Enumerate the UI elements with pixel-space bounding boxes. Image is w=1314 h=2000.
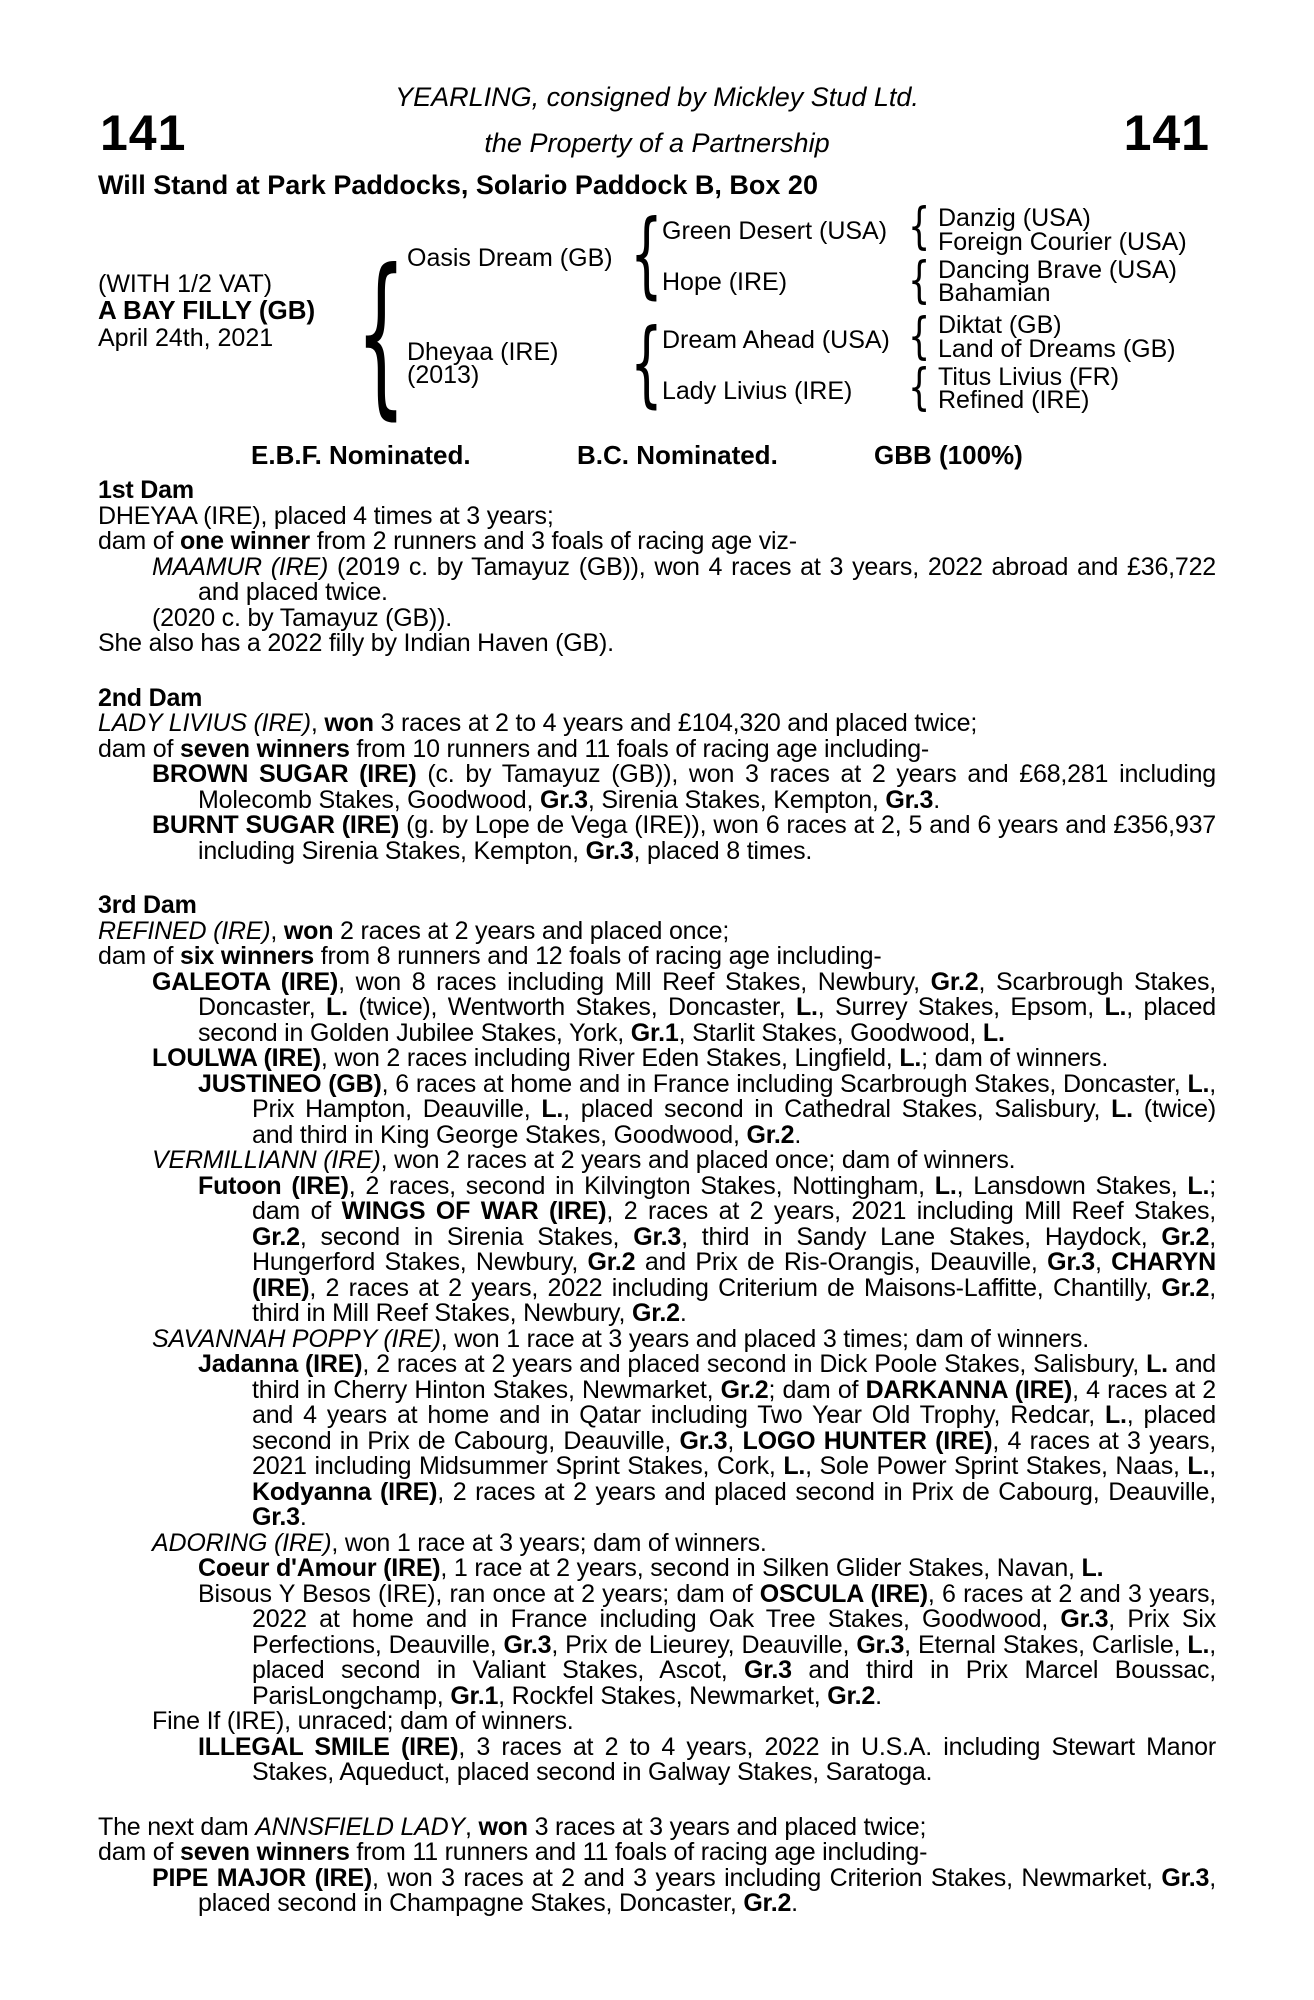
text-segment: Gr.3	[585, 836, 634, 865]
text-segment: , placed second in Cathedral Stakes, Salisbury,	[563, 1095, 1112, 1123]
text-segment: , 1 race at 2 years, second in Silken Glider Stakes, Navan,	[440, 1554, 1082, 1582]
text-segment: , Prix Hampton, Deauville,	[252, 1069, 1217, 1123]
text-segment: , Sole Power Sprint Stakes, Naas,	[805, 1452, 1188, 1480]
text-segment: Gr.3	[1161, 1863, 1210, 1892]
text-segment: , 2 races at 2 years and placed second in Prix de Cabourg, Deauville,	[437, 1477, 1216, 1506]
pedigree-paragraph	[198, 1069, 1217, 1149]
text-segment: BROWN SUGAR (IRE)	[152, 760, 417, 788]
brace-icon: {	[630, 200, 663, 309]
dam-year: (2013)	[407, 361, 480, 389]
text-segment: Gr.3	[744, 1656, 792, 1684]
vat-note: (WITH 1/2 VAT)	[98, 270, 273, 298]
text-segment: , placed second in Valiant Stakes, Ascot,	[252, 1630, 1216, 1684]
consignor-line: YEARLING, consigned by Mickley Stud Ltd.	[395, 82, 919, 112]
pedigree-paragraph	[98, 501, 1216, 530]
stand-location-line: Will Stand at Park Paddocks, Solario Paddock B, Box 20	[98, 170, 818, 200]
bc-nomination: B.C. Nominated.	[577, 440, 778, 470]
ancestor-name: Diktat (GB)	[938, 311, 1062, 339]
text-segment: 3 races at 2 to 4 years and £104,320 and placed twice;	[373, 709, 978, 737]
text-segment: ,	[1209, 1452, 1216, 1480]
text-segment: LADY LIVIUS (IRE)	[98, 709, 311, 737]
text-segment: The next dam	[98, 1812, 256, 1841]
pedigree-paragraph	[198, 1732, 1216, 1786]
pedigree-paragraph	[152, 967, 1216, 1047]
text-segment: and third in Cherry Hinton Stakes, Newmarket,	[252, 1350, 1217, 1404]
text-segment: ,	[270, 916, 284, 945]
text-segment: Fine If (IRE), unraced; dam of winners.	[152, 1707, 574, 1735]
text-segment: Gr.3	[1060, 1605, 1109, 1633]
text-segment: 3 races at 3 years and placed twice;	[527, 1812, 927, 1841]
text-segment: ,	[310, 709, 325, 737]
text-segment: Gr.2	[827, 1681, 876, 1710]
text-segment: She also has a 2022 filly by Indian Haven (GB).	[98, 629, 614, 657]
text-segment: , 4 races at 3 years, 2021 including Midsummer Sprint Stakes, Cork,	[252, 1426, 1217, 1480]
text-segment: (twice) and third in King George Stakes, Goodwood,	[252, 1095, 1216, 1149]
brace-icon: {	[630, 309, 663, 418]
text-segment: BURNT SUGAR (IRE)	[152, 811, 400, 839]
pedigree-paragraph	[98, 1840, 1216, 1866]
text-segment: , third in Sandy Lane Stakes, Haydock,	[681, 1222, 1162, 1251]
text-segment: dam of	[98, 942, 180, 970]
text-segment: L.	[899, 1044, 922, 1072]
pedigree-paragraph	[152, 1863, 1216, 1917]
text-segment: Gr.2	[743, 1889, 792, 1917]
pedigree-section	[98, 683, 1216, 865]
text-segment: , Lansdown Stakes,	[956, 1171, 1188, 1200]
text-segment: Bisous Y Besos (IRE), ran once at 2 years; dam of	[198, 1579, 760, 1608]
text-segment: .	[933, 785, 940, 814]
text-segment: ,	[1094, 1248, 1112, 1276]
text-segment: from 10 runners and 11 foals of racing age including-	[349, 734, 930, 763]
sire-name: Oasis Dream (GB)	[407, 244, 613, 272]
text-segment: Jadanna (IRE)	[198, 1350, 363, 1378]
text-segment: OSCULA (IRE)	[759, 1579, 928, 1608]
pedigree-section	[98, 893, 1216, 1786]
text-segment: Gr.2	[631, 1299, 680, 1327]
pedigree-paragraph	[98, 1812, 1216, 1841]
ancestor-name: Titus Livius (FR)	[938, 363, 1120, 391]
text-segment: ,	[464, 1812, 479, 1841]
text-segment: L.	[795, 993, 818, 1021]
text-segment: L.	[1187, 1069, 1210, 1098]
text-segment: L.	[934, 1171, 957, 1200]
text-segment: , 6 races at home and in France including Scarbrough Stakes, Doncaster,	[381, 1069, 1188, 1098]
text-segment: LOULWA (IRE)	[152, 1044, 321, 1072]
text-segment: , 2 races at 2 years and placed second in Dick Poole Stakes, Salisbury,	[362, 1350, 1147, 1378]
text-segment: dam of	[98, 527, 180, 555]
ancestor-name: Bahamian	[938, 279, 1051, 307]
pedigree-paragraph	[98, 711, 1216, 737]
text-segment: PIPE MAJOR (IRE)	[152, 1863, 372, 1892]
pedigree-paragraph	[152, 1044, 1216, 1072]
text-segment: Gr.1	[630, 1018, 679, 1047]
pedigree-paragraph	[152, 1707, 1216, 1735]
text-segment: DHEYAA (IRE), placed 4 times at 3 years;	[98, 501, 554, 530]
dam-sire: Dream Ahead (USA)	[662, 326, 890, 354]
text-segment: Gr.3	[633, 1222, 682, 1251]
text-segment: L.	[1187, 1171, 1210, 1200]
text-segment: ; dam of	[252, 1171, 1216, 1225]
text-segment: , second in Sirenia Stakes,	[299, 1222, 634, 1251]
text-segment: .	[794, 1120, 802, 1149]
text-segment: , 4 races at 2 and 4 years at home and in Qatar including Two Year Old Trophy, Redcar,	[252, 1375, 1216, 1429]
text-segment: Gr.3	[252, 1503, 300, 1531]
text-segment: , won 2 races including River Eden Stakes, Lingfield,	[320, 1044, 900, 1072]
text-segment: , Hungerford Stakes, Newbury,	[252, 1222, 1217, 1276]
text-segment: GALEOTA (IRE)	[152, 967, 339, 996]
text-segment: L.	[1111, 1095, 1133, 1123]
text-segment: seven winners	[179, 734, 350, 763]
pedigree-paragraph	[98, 529, 1216, 555]
text-segment: , placed 8 times.	[633, 836, 813, 865]
ebf-nomination: E.B.F. Nominated.	[251, 440, 471, 470]
pedigree-paragraph	[152, 552, 1217, 606]
pedigree-paragraph	[198, 1579, 1216, 1710]
text-segment: won	[324, 709, 374, 737]
text-segment: , placed second in Prix de Cabourg, Deauville,	[252, 1401, 1216, 1455]
text-segment: dam of	[98, 1838, 180, 1866]
text-segment: from 8 runners and 12 foals of racing age including-	[313, 942, 882, 970]
text-segment: L.	[1104, 1401, 1127, 1429]
pedigree-paragraph	[152, 1146, 1216, 1174]
text-segment: ILLEGAL SMILE (IRE)	[198, 1732, 459, 1761]
property-line: the Property of a Partnership	[484, 128, 830, 158]
text-segment: .	[679, 1299, 687, 1327]
text-segment: , won 2 races at 2 years and placed once; dam of winners.	[380, 1146, 1016, 1174]
pedigree-paragraph	[98, 944, 1216, 970]
text-segment: (2020 c. by Tamayuz (GB)).	[152, 603, 453, 632]
text-segment: ANNSFIELD LADY	[255, 1812, 465, 1841]
text-segment: , Prix de Lieurey, Deauville,	[551, 1630, 857, 1659]
text-segment: Kodyanna (IRE)	[252, 1477, 438, 1506]
pedigree-paragraph	[152, 1528, 1216, 1557]
text-segment: Futoon (IRE)	[198, 1171, 349, 1200]
pedigree-paragraph	[152, 1324, 1216, 1353]
catalogue-body	[98, 478, 1216, 1917]
text-segment: Gr.2	[252, 1222, 300, 1251]
text-segment: , won 8 races including Mill Reef Stakes, Newbury,	[338, 967, 931, 996]
gbb-nomination: GBB (100%)	[874, 440, 1023, 470]
text-segment: ADORING (IRE)	[152, 1528, 332, 1557]
text-segment: L.	[1146, 1350, 1168, 1378]
pedigree-section	[98, 478, 1216, 657]
text-segment: (2019 c. by Tamayuz (GB)), won 4 races at 3 years, 2022 abroad and £36,722 and placed twice.	[198, 552, 1217, 606]
text-segment: , Prix Six Perfections, Deauville,	[252, 1605, 1216, 1659]
lot-number-right: 141	[1123, 105, 1210, 161]
text-segment: (twice), Wentworth Stakes, Doncaster,	[347, 993, 796, 1021]
ancestor-name: Danzig (USA)	[938, 204, 1091, 232]
text-segment: , 3 races at 2 to 4 years, 2022 in U.S.A. including Stewart Manor Stakes, Aqueduct, placed second in Galway Stakes, Saratoga.	[252, 1732, 1216, 1786]
text-segment: REFINED (IRE)	[98, 916, 271, 945]
pedigree-paragraph	[98, 631, 1216, 657]
text-segment: Gr.3	[885, 785, 934, 814]
text-segment: .	[299, 1503, 307, 1531]
text-segment: VERMILLIANN (IRE)	[152, 1146, 381, 1174]
pedigree-paragraph	[98, 734, 1216, 763]
text-segment: Gr.1	[450, 1681, 499, 1710]
text-segment: , 2 races at 2 years, 2021 including Mill Reef Stakes,	[606, 1197, 1216, 1225]
brace-icon: {	[908, 358, 931, 416]
pedigree-paragraph	[198, 1171, 1217, 1327]
text-segment: MAAMUR (IRE)	[152, 552, 329, 581]
lot-number-left: 141	[100, 105, 187, 161]
sire-dam: Hope (IRE)	[662, 268, 788, 296]
text-segment: , Rockfel Stakes, Newmarket,	[498, 1681, 828, 1710]
text-segment: , won 3 races at 2 and 3 years including Criterion Stakes, Newmarket,	[371, 1863, 1162, 1892]
text-segment: Gr.2	[587, 1248, 636, 1276]
brace-icon: {	[908, 197, 931, 255]
brace-icon: {	[356, 233, 407, 436]
ancestor-name: Foreign Courier (USA)	[938, 228, 1187, 256]
text-segment: from 2 runners and 3 foals of racing age viz-	[309, 527, 797, 555]
text-segment: , Starlit Stakes, Goodwood,	[678, 1018, 983, 1047]
text-segment: Coeur d'Amour (IRE)	[198, 1554, 441, 1582]
text-segment: SAVANNAH POPPY (IRE)	[152, 1324, 441, 1353]
foal-date: April 24th, 2021	[98, 324, 274, 352]
text-segment: , placed second in Champagne Stakes, Doncaster,	[198, 1863, 1216, 1917]
section-heading: 2nd Dam	[98, 683, 203, 712]
text-segment: Gr.2	[930, 967, 979, 996]
text-segment: .	[791, 1889, 798, 1917]
text-segment: from 11 runners and 11 foals of racing age including-	[349, 1838, 928, 1866]
text-segment: Gr.3	[503, 1630, 552, 1659]
text-segment: , Scarbrough Stakes, Doncaster,	[198, 967, 1216, 1021]
text-segment: , Surrey Stakes, Epsom,	[817, 993, 1105, 1021]
text-segment: won	[478, 1812, 528, 1841]
pedigree-paragraph	[152, 603, 1216, 632]
text-segment: L.	[1104, 993, 1127, 1021]
text-segment: Gr.2	[746, 1120, 795, 1149]
text-segment: Gr.2	[1161, 1222, 1210, 1251]
text-segment: , 2 races at 2 years, 2022 including Criterium de Maisons-Laffitte, Chantilly,	[309, 1273, 1162, 1302]
ancestor-name: Land of Dreams (GB)	[938, 335, 1176, 363]
text-segment: ; dam of	[768, 1375, 866, 1404]
text-segment: , placed second in Golden Jubilee Stakes, York,	[198, 993, 1216, 1047]
text-segment: Gr.3	[679, 1426, 728, 1455]
sire-sire: Green Desert (USA)	[662, 217, 888, 245]
ancestor-name: Dancing Brave (USA)	[938, 256, 1177, 284]
text-segment: , won 1 race at 3 years and placed 3 times; dam of winners.	[440, 1324, 1089, 1353]
text-segment: L.	[982, 1018, 1005, 1047]
ancestor-name: Refined (IRE)	[938, 386, 1090, 414]
text-segment: L.	[326, 993, 348, 1021]
text-segment: one winner	[179, 527, 310, 555]
text-segment: Gr.3	[540, 785, 588, 814]
pedigree-paragraph	[152, 811, 1216, 865]
pedigree-section	[98, 1812, 1216, 1917]
text-segment: ; dam of winners.	[921, 1044, 1109, 1072]
text-segment: (c. by Tamayuz (GB)), won 3 races at 2 years and £68,281 including Molecomb Stakes, Goodwood,	[198, 760, 1216, 814]
text-segment: ,	[727, 1426, 743, 1455]
text-segment: , 6 races at 2 and 3 years, 2022 at home and in France including Oak Tree Stakes, Goodwood,	[252, 1579, 1216, 1633]
text-segment: , third in Mill Reef Stakes, Newbury,	[252, 1273, 1216, 1327]
text-segment: , Sirenia Stakes, Kempton,	[587, 785, 886, 814]
text-segment: six winners	[179, 942, 314, 970]
text-segment: Gr.2	[720, 1375, 769, 1404]
text-segment: L.	[783, 1452, 806, 1480]
horse-name: A BAY FILLY (GB)	[98, 295, 316, 325]
text-segment: L.	[541, 1095, 564, 1123]
text-segment: won	[283, 916, 334, 945]
text-segment: 2 races at 2 years and placed once;	[333, 916, 730, 945]
text-segment: and Prix de Ris-Orangis, Deauville,	[635, 1248, 1048, 1276]
text-segment: DARKANNA (IRE)	[865, 1375, 1073, 1404]
text-segment: , 2 races, second in Kilvington Stakes, Nottingham,	[348, 1171, 935, 1200]
text-segment: WINGS OF WAR (IRE)	[341, 1197, 607, 1225]
text-segment: L.	[1187, 1452, 1210, 1480]
text-segment: , won 1 race at 3 years; dam of winners.	[331, 1528, 767, 1557]
dam-dam: Lady Livius (IRE)	[662, 377, 853, 405]
section-heading: 1st Dam	[98, 476, 194, 504]
text-segment: .	[875, 1681, 882, 1710]
text-segment: L.	[1187, 1630, 1210, 1659]
text-segment: Gr.2	[1161, 1273, 1210, 1302]
pedigree-paragraph	[198, 1554, 1216, 1582]
brace-icon: {	[908, 307, 931, 365]
text-segment: , Eternal Stakes, Carlisle,	[904, 1630, 1188, 1659]
text-segment: Gr.3	[856, 1630, 905, 1659]
brace-icon: {	[908, 251, 931, 309]
text-segment: Gr.3	[1047, 1248, 1095, 1276]
pedigree-paragraph	[98, 916, 1216, 945]
text-segment: seven winners	[179, 1838, 350, 1866]
section-heading: 3rd Dam	[98, 891, 197, 919]
text-segment: (g. by Lope de Vega (IRE)), won 6 races at 2, 5 and 6 years and £356,937 including Sirenia Stakes, Kempton,	[198, 811, 1216, 865]
text-segment: L.	[1081, 1554, 1104, 1582]
dam-name: Dheyaa (IRE)	[407, 338, 559, 366]
pedigree-paragraph	[198, 1350, 1217, 1531]
text-segment: JUSTINEO (GB)	[198, 1069, 382, 1098]
text-segment: LOGO HUNTER (IRE)	[742, 1426, 993, 1455]
text-segment: CHARYN (IRE)	[252, 1248, 1216, 1302]
pedigree-paragraph	[152, 760, 1216, 814]
text-segment: and third in Prix Marcel Boussac, ParisLongchamp,	[252, 1656, 1216, 1710]
text-segment: dam of	[98, 734, 180, 763]
